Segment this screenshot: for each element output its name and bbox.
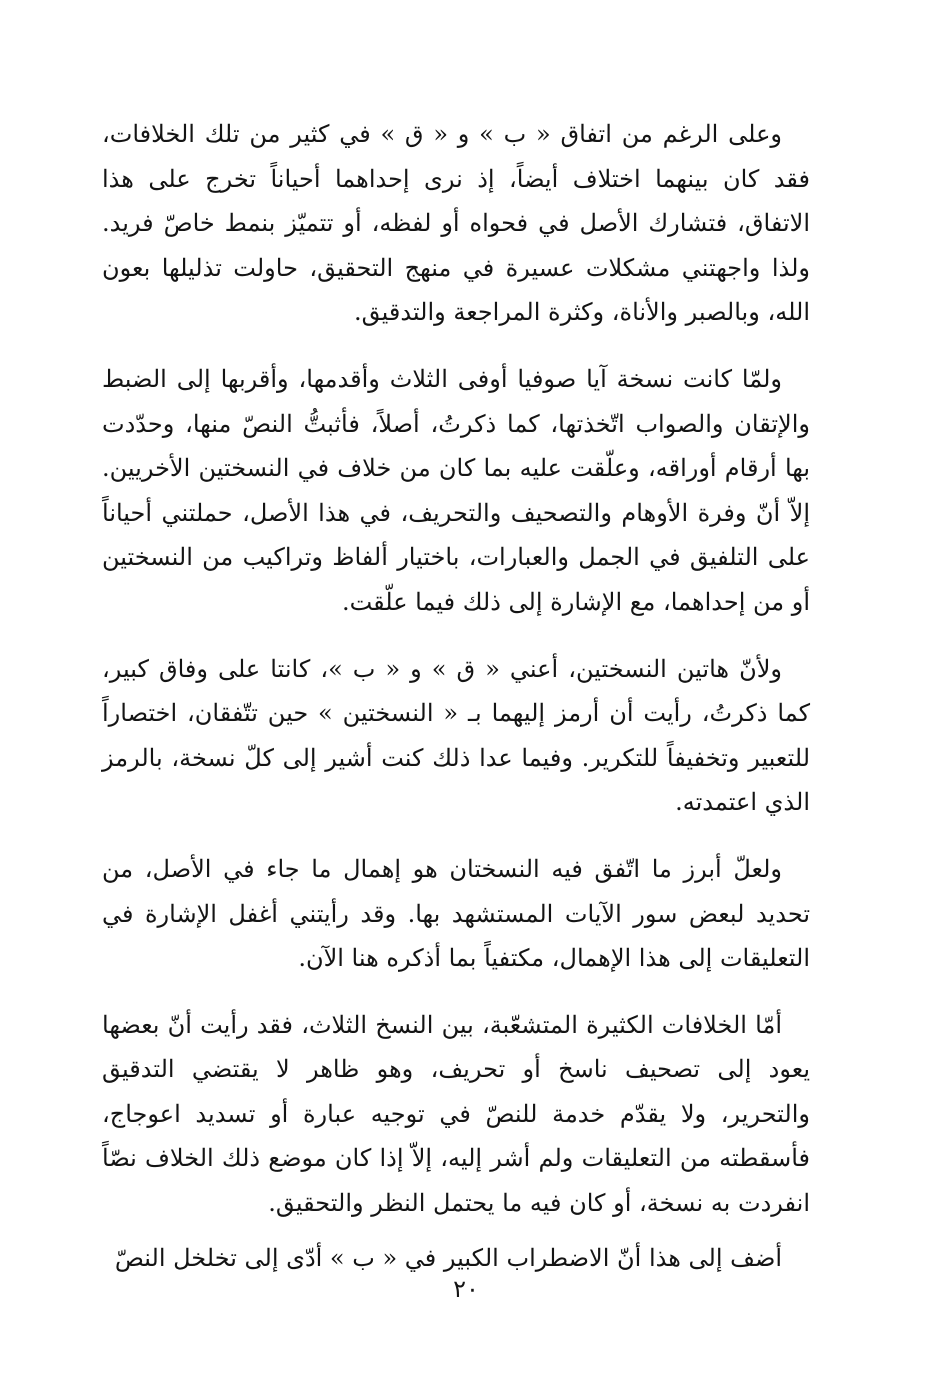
paragraph: أضف إلى هذا أنّ الاضطراب الكبير في « ب » أدّى إلى تخلخل النصّ — [114, 1243, 782, 1272]
paragraph: ولمّا كانت نسخة آيا صوفيا أوفى الثلاث وأقدمها، وأقربها إلى الضبط والإتقان والصواب اتّخذتها، كما ذكرتُ، أصلاً، فأثبتُّ النصّ منها، وحدّدت بها أرقام أوراقه، وعلّقت عليه بما كان من خلاف في النسختين الأخريين. إلاّ أنّ وفرة الأوهام والتصحيف والتحريف، في هذا الأصل، حملتني أحياناً على التلفيق في الجمل والعبارات، باختيار ألفاظ وتراكيب من النسختين أو من إحداهما، مع الإشارة إلى ذلك فيما علّقت. — [102, 364, 810, 616]
body-text — [102, 112, 810, 1280]
page-number: ٢٠ — [453, 1275, 479, 1303]
paragraph: أمّا الخلافات الكثيرة المتشعّبة، بين النسخ الثلاث، فقد رأيت أنّ بعضها يعود إلى تصحيف ناسخ أو تحريف، وهو ظاهر لا يقتضي التدقيق والتحرير، ولا يقدّم خدمة للنصّ في توجيه عبارة أو تسديد اعوجاج، فأسقطته من التعليقات ولم أشر إليه، إلاّ إذا كان موضع ذلك الخلاف نصّاً انفردت به نسخة، أو كان فيه ما يحتمل النظر والتحقيق. — [102, 1010, 810, 1218]
paragraph: وعلى الرغم من اتفاق « ب » و « ق » في كثير من تلك الخلافات، فقد كان بينهما اختلاف أيضاً، إذ نرى إحداهما أحياناً تخرج على هذا الاتفاق، فتشارك الأصل في فحواه أو لفظه، أو تتميّز بنمط خاصّ فريد. ولذا واجهتني مشكلات عسيرة في منهج التحقيق، حاولت تذليلها بعون الله، وبالصبر والأناة، وكثرة المراجعة والتدقيق. — [102, 120, 810, 327]
paragraph: ولأنّ هاتين النسختين، أعني « ق » و « ب »، كانتا على وفاق كبير، كما ذكرتُ، رأيت أن أرمز إليهما بـ « النسختين » حين تتّفقان، اختصاراً للتعبير وتخفيفاً للتكرير. وفيما عدا ذلك كنت أشير إلى كلّ نسخة، بالرمز الذي اعتمدته. — [102, 654, 811, 817]
paragraph: ولعلّ أبرز ما اتّفق فيه النسختان هو إهمال ما جاء في الأصل، من تحديد لبعض سور الآيات المستشهد بها. وقد رأيتني أغفل الإشارة في التعليقات إلى هذا الإهمال، مكتفياً بما أذكره هنا الآن. — [102, 854, 810, 973]
